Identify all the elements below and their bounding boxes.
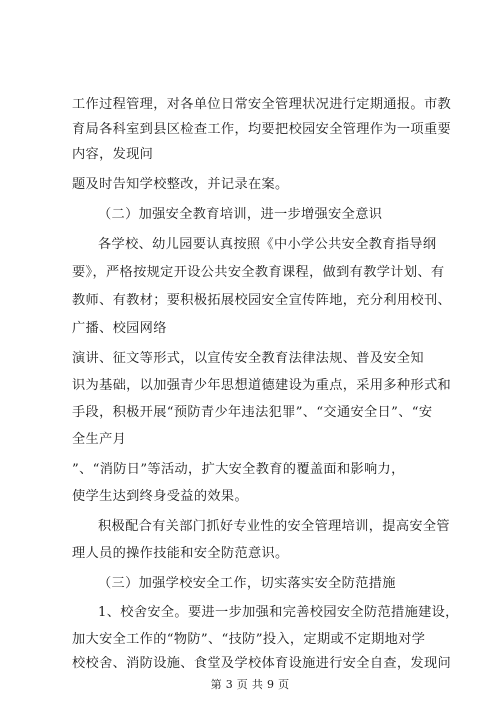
text-line: 积极配合有关部门抓好专业性的安全管理培训，提高安全管 bbox=[98, 519, 450, 534]
text-line: 全生产月 bbox=[72, 432, 127, 447]
text-line: 教师、有教材；要积极拓展校园安全宣传阵地，充分利用校刊、 bbox=[72, 293, 452, 308]
text-line: 手段，积极开展“预防青少年违法犯罪”、“交通安全日”、“安 bbox=[72, 405, 433, 420]
text-line: ”、“消防日”等活动，扩大安全教育的覆盖面和影响力， bbox=[72, 462, 405, 477]
text-line: 各学校、幼儿园要认真按照《中小学公共安全教育指导纲 bbox=[98, 237, 437, 252]
text-line: 理人员的操作技能和安全防范意识。 bbox=[72, 546, 289, 561]
text-line: 内容，发现问 bbox=[72, 147, 154, 162]
section-heading: （三）加强学校安全工作，切实落实安全防范措施 bbox=[98, 576, 396, 591]
text-line: 要》，严格按规定开设公共安全教育课程，做到有教学计划、有 bbox=[72, 265, 445, 280]
text-line: 使学生达到终身受益的效果。 bbox=[72, 489, 248, 504]
text-line: 1、校舍安全。要进一步加强和完善校园安全防范措施建设， bbox=[98, 605, 459, 620]
text-line: 加大安全工作的“物防”、“技防”投入，定期或不定期地对学 bbox=[72, 632, 426, 647]
text-line: 广播、校园网络 bbox=[72, 321, 167, 336]
text-line: 识为基础，以加强青少年思想道德建设为重点，采用多种形式和 bbox=[72, 378, 452, 393]
text-line: 题及时告知学校整改，并记录在案。 bbox=[72, 177, 289, 192]
text-line: 演讲、征文等形式，以宣传安全教育法律法规、普及安全知 bbox=[72, 351, 424, 366]
text-line: 校校舍、消防设施、食堂及学校体育设施进行安全自查，发现问 bbox=[72, 656, 452, 671]
section-heading: （二）加强安全教育培训，进一步增强安全意识 bbox=[98, 207, 383, 222]
text-line: 工作过程管理，对各单位日常安全管理状况进行定期通报。市教 bbox=[72, 97, 452, 112]
page-footer: 第 3 页 共 9 页 bbox=[210, 678, 290, 691]
text-line: 育局各科室到县区检查工作，均要把校园安全管理作为一项重要 bbox=[72, 122, 452, 137]
